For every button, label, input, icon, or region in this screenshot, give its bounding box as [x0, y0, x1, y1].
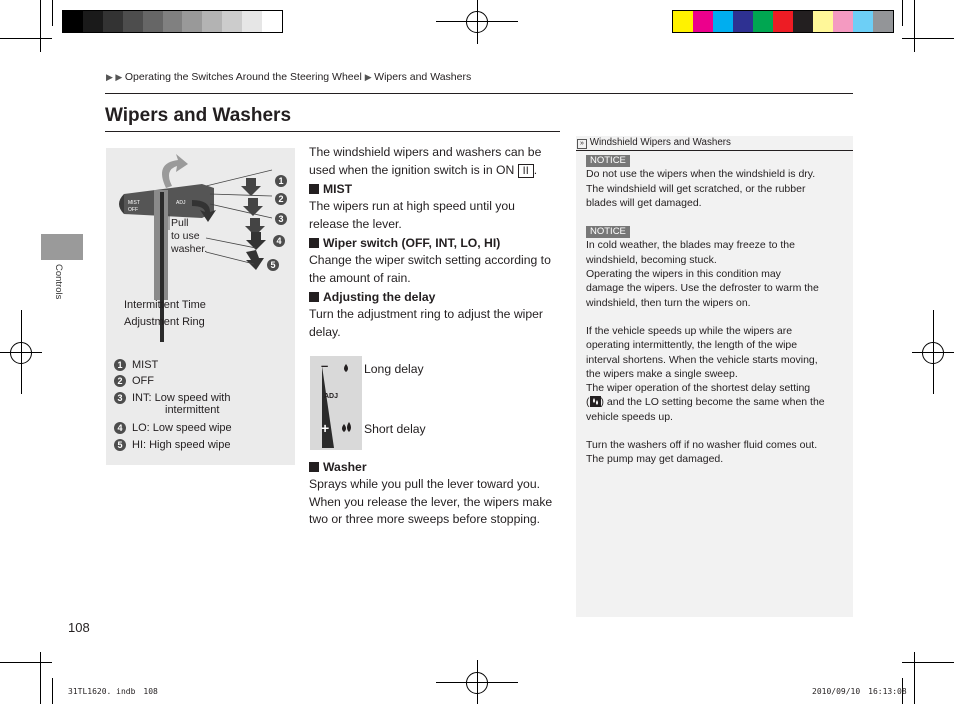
crop-mark [40, 652, 41, 704]
legend-number: 1 [114, 359, 126, 371]
wiper-lever-figure [106, 148, 295, 465]
registration-line [477, 0, 478, 44]
notice-text: blades will get damaged. [586, 196, 702, 209]
pull-label-line: washer. [171, 243, 208, 255]
dial-adj-label: ADJ [324, 393, 339, 400]
crop-mark [914, 652, 915, 704]
long-delay-label: Long delay [364, 362, 424, 376]
lever-mark: ADJ [176, 200, 186, 206]
lever-mark: OFF [128, 207, 138, 213]
reference-arrow-icon: » [577, 139, 587, 149]
color-swatch [833, 11, 853, 32]
color-swatch [163, 11, 183, 32]
sidebar-text: Turn the washers off if no washer fluid comes out. [586, 439, 818, 452]
square-bullet-icon [309, 238, 319, 248]
adjust-delay-heading [309, 289, 564, 306]
washer-heading [309, 459, 564, 476]
section-tab-label: Controls [53, 264, 64, 300]
notice-text: windshield, then turn the wipers on. [586, 296, 751, 309]
section-tab [41, 234, 83, 260]
ring-label-line: Intermittent Time [124, 299, 206, 311]
pull-label-line: to use [171, 230, 200, 242]
legend-number: 5 [114, 439, 126, 451]
ring-label-line: Adjustment Ring [124, 316, 205, 328]
sidebar-text: The pump may get damaged. [586, 453, 724, 466]
arrow-lo-icon [246, 232, 266, 250]
main-content [309, 144, 564, 341]
callout-4: 4 [273, 235, 285, 247]
crop-mark [0, 38, 52, 39]
color-swatch [713, 11, 733, 32]
footer-file: 31TL1620. indb 108 [68, 687, 158, 696]
color-swatch [693, 11, 713, 32]
color-swatch [753, 11, 773, 32]
mist-text: The wipers run at high speed until you [309, 199, 515, 213]
notice-text: Operating the wipers in this condition may [586, 268, 781, 281]
raindrop-icon [344, 364, 348, 372]
dial-minus-icon: – [321, 358, 329, 373]
legend-text: MIST [132, 359, 159, 371]
color-swatch [873, 11, 893, 32]
intro-text: The windshield wipers and washers can be [309, 145, 542, 159]
color-calibration-bar [672, 10, 894, 33]
registration-line [933, 310, 934, 394]
heading-text: Wiper switch (OFF, INT, LO, HI) [323, 236, 501, 250]
legend-number: 3 [114, 392, 126, 404]
crop-mark [52, 0, 53, 26]
square-bullet-icon [309, 462, 319, 472]
lever-mark: MIST [128, 200, 140, 206]
registration-line [477, 660, 478, 704]
gray-color-bar [62, 10, 283, 33]
callout-3: 3 [275, 213, 287, 225]
header-rule [105, 93, 853, 94]
wiper-switch-heading [309, 235, 564, 252]
callout-5: 5 [267, 259, 279, 271]
heading-text: Washer [323, 460, 367, 474]
short-delay-label: Short delay [364, 422, 426, 436]
sidebar-text: ( [586, 396, 590, 409]
arrow-mist-icon [241, 178, 261, 196]
pull-label [171, 217, 207, 256]
sidebar-text: If the vehicle speeds up while the wipers are [586, 324, 793, 337]
page-number: 108 [68, 620, 90, 635]
dial-plus-icon: + [321, 420, 330, 436]
arrow-hi-icon [246, 250, 264, 270]
washer-text: When you release the lever, the wipers make [309, 494, 553, 509]
legend-number: 4 [114, 422, 126, 434]
sidebar-text: ) and the LO setting become the same when the [600, 396, 825, 409]
square-bullet-icon [309, 184, 319, 194]
color-swatch [773, 11, 793, 32]
sidebar-text: interval shortens. When the vehicle starts moving, [586, 353, 818, 366]
mist-heading [309, 181, 564, 198]
breadcrumb-arrow-icon: ▶ [364, 72, 375, 82]
crop-mark [914, 0, 915, 52]
sidebar-text: The wiper operation of the shortest delay setting [586, 382, 811, 395]
color-swatch [222, 11, 242, 32]
crop-mark [902, 38, 954, 39]
sidebar-header [577, 136, 731, 150]
washer-section [309, 459, 564, 529]
wiper-switch-text: Change the wiper switch setting according to [309, 253, 551, 267]
washer-text: Sprays while you pull the lever toward you. [309, 477, 541, 491]
mist-text: release the lever. [309, 216, 402, 231]
sidebar-text: vehicle speeds up. [586, 410, 673, 423]
delay-dial-graphic [310, 356, 362, 450]
sidebar-content [586, 153, 848, 467]
ignition-position-badge: II [518, 164, 534, 178]
color-swatch [103, 11, 123, 32]
notice-text: damage the wipers. Use the defroster to warm the [586, 282, 819, 295]
sidebar-text: operating intermittently, the length of the wipe [586, 339, 798, 352]
pull-arrow-icon [162, 154, 188, 188]
breadcrumb-item[interactable]: Operating the Switches Around the Steering Wheel [124, 71, 362, 83]
sidebar-header-text: Windshield Wipers and Washers [589, 137, 731, 148]
legend-text: LO: Low speed wipe [132, 422, 232, 434]
color-swatch [813, 11, 833, 32]
square-bullet-icon [309, 292, 319, 302]
crop-mark [52, 678, 53, 704]
adjust-delay-text: delay. [309, 324, 341, 339]
color-swatch [83, 11, 103, 32]
pull-label-line: Pull [171, 217, 189, 229]
notice-text: windshield, becoming stuck. [586, 253, 717, 266]
page-title: Wipers and Washers [105, 105, 292, 126]
notice-badge: NOTICE [586, 226, 630, 238]
color-swatch [63, 11, 83, 32]
crop-mark [40, 0, 41, 52]
notice-text: In cold weather, the blades may freeze to the [586, 239, 795, 252]
sidebar-header-rule [576, 150, 853, 151]
color-swatch [242, 11, 262, 32]
notice-text: Do not use the wipers when the windshield is dry. [586, 168, 816, 181]
heading-text: Adjusting the delay [323, 290, 436, 304]
sidebar-text-line [586, 395, 848, 409]
legend-number: 2 [114, 375, 126, 387]
color-swatch [182, 11, 202, 32]
legend-text: intermittent [165, 404, 220, 416]
legend-text: OFF [132, 375, 154, 387]
intro-text: . [533, 162, 538, 177]
crop-mark [0, 662, 52, 663]
legend-text: INT: Low speed with [132, 392, 231, 404]
delay-dial-illustration [310, 356, 362, 450]
notice-badge: NOTICE [586, 155, 630, 167]
color-swatch [202, 11, 222, 32]
washer-text: two or three more sweeps before stopping. [309, 512, 541, 526]
sidebar-text: the wipers make a single sweep. [586, 367, 738, 380]
color-swatch [123, 11, 143, 32]
color-swatch [793, 11, 813, 32]
shortest-delay-icon [590, 396, 601, 407]
callout-2: 2 [275, 193, 287, 205]
callout-1: 1 [275, 175, 287, 187]
color-swatch [262, 11, 282, 32]
legend-text: HI: High speed wipe [132, 439, 231, 451]
breadcrumb [106, 71, 471, 83]
wiper-switch-text: the amount of rain. [309, 270, 411, 285]
intro-text: used when the ignition switch is in ON [309, 162, 515, 177]
breadcrumb-arrow-icon: ▶ ▶ [106, 72, 125, 82]
color-swatch [733, 11, 753, 32]
notice-text: The windshield will get scratched, or the rubber [586, 182, 806, 195]
color-swatch [673, 11, 693, 32]
title-rule [105, 131, 560, 132]
crop-mark [902, 0, 903, 26]
crop-mark [902, 662, 954, 663]
adjust-delay-text: Turn the adjustment ring to adjust the wiper [309, 307, 543, 321]
color-swatch [143, 11, 163, 32]
footer-date: 2010/09/10 16:13:08 [812, 687, 907, 696]
intro-text-line [309, 162, 564, 181]
registration-line [21, 310, 22, 394]
color-swatch [853, 11, 873, 32]
breadcrumb-item[interactable]: Wipers and Washers [374, 71, 472, 83]
raindrops-icon [342, 422, 351, 432]
heading-text: MIST [323, 182, 353, 196]
ring-label [124, 297, 206, 331]
